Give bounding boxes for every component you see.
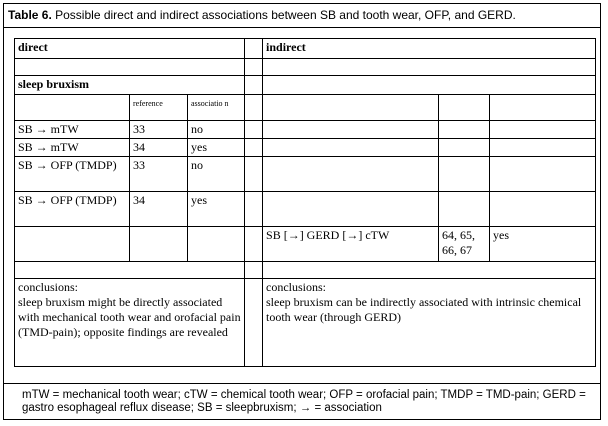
row-association: yes bbox=[188, 139, 245, 157]
col-reference: reference bbox=[130, 95, 188, 121]
table-row bbox=[15, 157, 596, 192]
table-row bbox=[15, 139, 596, 157]
row-reference: 33 bbox=[130, 121, 188, 139]
caption-divider bbox=[3, 27, 601, 28]
conclusions-indirect bbox=[263, 279, 596, 367]
spacer-cell bbox=[245, 39, 263, 59]
associations-table bbox=[14, 38, 596, 367]
row-item: SB → OFP (TMDP) bbox=[15, 192, 130, 227]
header-indirect: indirect bbox=[263, 39, 596, 59]
conclusions-direct-title: conclusions: bbox=[18, 280, 78, 294]
row-item: SB → mTW bbox=[15, 139, 130, 157]
conclusions-direct bbox=[15, 279, 245, 367]
footnote-divider bbox=[3, 383, 601, 384]
table-row bbox=[15, 121, 596, 139]
caption-text: Possible direct and indirect associations between SB and tooth wear, OFP, and GERD. bbox=[51, 8, 516, 22]
table-caption bbox=[8, 8, 598, 22]
section-title: sleep bruxism bbox=[15, 76, 245, 95]
conclusions-indirect-title: conclusions: bbox=[266, 280, 327, 294]
table-footnote: mTW = mechanical tooth wear; cTW = chemical tooth wear; OFP = orofacial pain; TMDP = TMD-pain; GERD = gastro esophageal reflux disease; SB = sleepbruxism; → = association bbox=[22, 389, 586, 414]
table-row bbox=[15, 192, 596, 227]
indirect-reference: 64, 65, 66, 67 bbox=[439, 227, 490, 262]
row-association: yes bbox=[188, 192, 245, 227]
indirect-item: SB [→] GERD [→] cTW bbox=[263, 227, 439, 262]
col-association: associatio n bbox=[188, 95, 245, 121]
row-association: no bbox=[188, 121, 245, 139]
indirect-association: yes bbox=[490, 227, 596, 262]
column-header-row bbox=[15, 95, 596, 121]
conclusions-row bbox=[15, 279, 596, 367]
row-reference: 34 bbox=[130, 139, 188, 157]
header-direct: direct bbox=[15, 39, 245, 59]
header-row bbox=[15, 39, 596, 59]
blank-row bbox=[15, 262, 596, 279]
row-reference: 33 bbox=[130, 157, 188, 192]
blank-row bbox=[15, 59, 596, 76]
indirect-row bbox=[15, 227, 596, 262]
row-association: no bbox=[188, 157, 245, 192]
row-reference: 34 bbox=[130, 192, 188, 227]
conclusions-indirect-text: sleep bruxism can be indirectly associated with intrinsic chemical tooth wear (through GERD) bbox=[266, 295, 582, 324]
row-item: SB → mTW bbox=[15, 121, 130, 139]
row-item: SB → OFP (TMDP) bbox=[15, 157, 130, 192]
conclusions-direct-text: sleep bruxism might be directly associated with mechanical tooth wear and orofacial pain (TMD-pain); opposite findings are revealed bbox=[18, 295, 241, 339]
section-row bbox=[15, 76, 596, 95]
caption-label: Table 6. bbox=[8, 8, 52, 22]
